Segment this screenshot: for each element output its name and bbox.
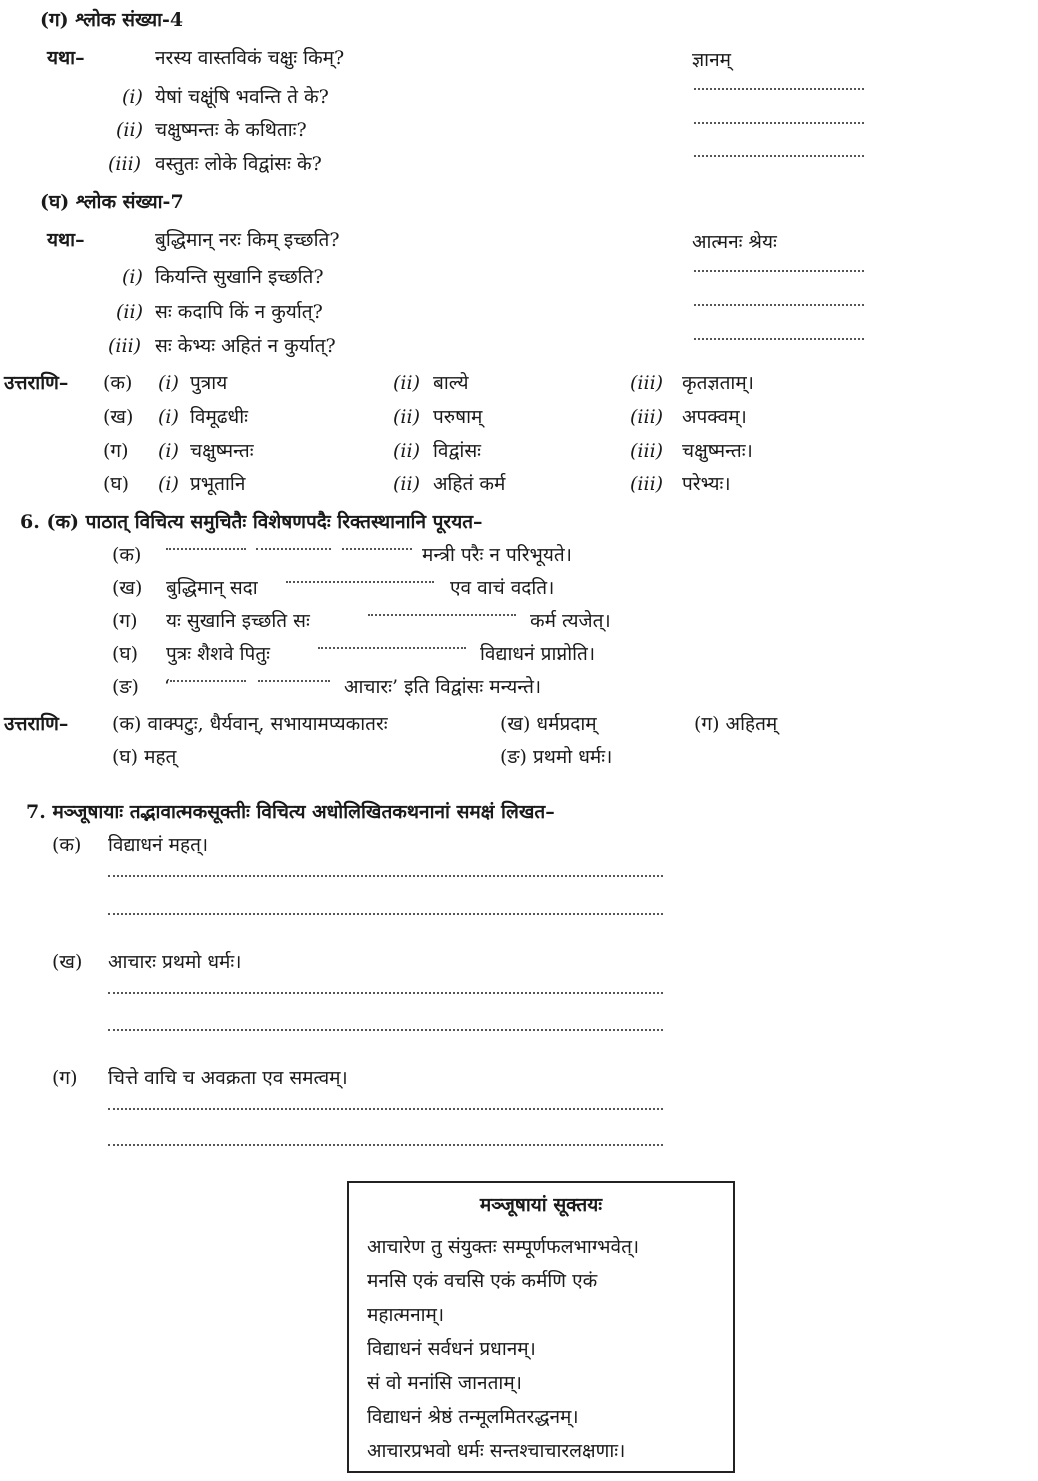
question-text: येषां चक्षूंषि भवन्ति ते के? — [155, 86, 329, 108]
answer-text: विमूढधीः — [190, 406, 248, 428]
fill-item-key: (घ) — [112, 643, 139, 665]
question-text: सः कदापि किं न कुर्यात्? — [155, 301, 323, 323]
fill-blank — [318, 647, 466, 649]
fill-item-pre: पुत्रः शैशवे पितुः — [166, 643, 270, 665]
answer-num: (ii) — [393, 406, 420, 428]
sukti-box — [347, 1181, 735, 1473]
answer-num: (iii) — [630, 440, 664, 462]
answer-num: (i) — [158, 473, 179, 495]
answer-num: (iii) — [630, 406, 664, 428]
fill-item-post: आचारः’ इति विद्वांसः मन्यन्ते। — [344, 676, 542, 698]
example-answer: ज्ञानम् — [692, 49, 732, 71]
answer-key: (घ) — [103, 473, 130, 495]
section-ga-heading: (ग) श्लोक संख्या-4 — [40, 9, 184, 31]
answer-text: चक्षुष्मन्तः। — [682, 440, 753, 462]
section-gha-heading: (घ) श्लोक संख्या-7 — [40, 191, 184, 213]
q7-item-text: चित्ते वाचि च अवक्रता एव समत्वम्। — [108, 1067, 348, 1089]
fill-item-key: (ख) — [112, 577, 143, 599]
q7-item-key: (ग) — [52, 1067, 78, 1089]
answer-text: (ग) अहितम् — [694, 713, 778, 735]
fill-item-post: विद्याधनं प्राप्नोति। — [480, 643, 596, 665]
box-line: महात्मनाम्। — [367, 1304, 445, 1326]
answer-text: परुषाम् — [433, 406, 483, 428]
example-answer: आत्मनः श्रेयः — [692, 231, 777, 253]
fill-blank — [286, 581, 434, 583]
answer-text: प्रभूतानि — [190, 473, 246, 495]
example-question: बुद्धिमान् नरः किम् इच्छति? — [155, 229, 340, 251]
fill-item-post: मन्त्री परैः न परिभूयते। — [422, 544, 572, 566]
answer-text: परेभ्यः। — [682, 473, 731, 495]
answer-num: (i) — [158, 406, 179, 428]
question-number: (iii) — [108, 335, 142, 357]
answer-num: (iii) — [630, 372, 664, 394]
fill-item-key: (क) — [112, 544, 142, 566]
answer-key: (क) — [103, 372, 133, 394]
writing-line — [108, 992, 663, 994]
answer-key: (ख) — [103, 406, 134, 428]
answer-blank — [694, 88, 864, 90]
question-number: (i) — [122, 86, 143, 108]
question-6-heading: 6. (क) पाठात् विचित्य समुचितैः विशेषणपदैः रिक्तस्थानानि पूरयत– — [20, 511, 483, 533]
fill-blank — [368, 614, 516, 616]
answers-label: उत्तराणि– — [4, 713, 69, 735]
writing-line — [108, 1108, 663, 1110]
question-text: सः केभ्यः अहितं न कुर्यात्? — [155, 335, 336, 357]
answer-blank — [694, 270, 864, 272]
answer-blank — [694, 338, 864, 340]
answer-text: कृतज्ञताम्। — [682, 372, 754, 394]
question-text: चक्षुष्मन्तः के कथिताः? — [155, 119, 307, 141]
fill-blank — [258, 680, 330, 682]
q7-item-key: (ख) — [52, 951, 83, 973]
question-number: (ii) — [116, 119, 143, 141]
answer-text: (ख) धर्मप्रदाम् — [500, 713, 597, 735]
fill-item-key: (ङ) — [112, 676, 139, 698]
answer-num: (ii) — [393, 473, 420, 495]
q7-item-text: आचारः प्रथमो धर्मः। — [108, 951, 242, 973]
yatha-label: यथा– — [47, 229, 85, 251]
question-7-heading: 7. मञ्जूषायाः तद्भावात्मकसूक्तीः विचित्य अधोलिखितकथनानां समक्षं लिखत– — [26, 801, 555, 823]
fill-blank — [342, 548, 412, 550]
answer-key: (ग) — [103, 440, 129, 462]
example-question: नरस्य वास्तविकं चक्षुः किम्? — [155, 47, 345, 69]
answer-text: अहितं कर्म — [433, 473, 506, 495]
answer-text: (क) वाक्पटुः, धैर्यवान्, सभायामप्यकातरः — [112, 713, 388, 735]
box-title: मञ्जूषायां सूक्तयः — [479, 1194, 603, 1216]
writing-line — [108, 1029, 663, 1031]
box-line: सं वो मनांसि जानताम्। — [367, 1372, 522, 1394]
fill-blank — [170, 680, 246, 682]
yatha-label: यथा– — [47, 47, 85, 69]
answer-blank — [694, 122, 864, 124]
fill-blank — [256, 548, 331, 550]
question-text: वस्तुतः लोके विद्वांसः के? — [155, 153, 322, 175]
q7-item-key: (क) — [52, 834, 82, 856]
answer-num: (ii) — [393, 440, 420, 462]
answer-text: बाल्ये — [433, 372, 469, 394]
box-line: मनसि एकं वचसि एकं कर्मणि एकं — [367, 1270, 598, 1292]
answers-label: उत्तराणि– — [4, 372, 69, 394]
answer-blank — [694, 304, 864, 306]
writing-line — [108, 913, 663, 915]
box-line: विद्याधनं सर्वधनं प्रधानम्। — [367, 1338, 536, 1360]
answer-text: विद्वांसः — [433, 440, 482, 462]
fill-item-pre: ‘ — [164, 676, 171, 698]
answer-num: (ii) — [393, 372, 420, 394]
fill-item-key: (ग) — [112, 610, 138, 632]
question-number: (iii) — [108, 153, 142, 175]
answer-num: (iii) — [630, 473, 664, 495]
box-line: आचारेण तु संयुक्तः सम्पूर्णफलभाग्भवेत्। — [367, 1236, 640, 1258]
answer-text: (ङ) प्रथमो धर्मः। — [500, 746, 613, 768]
q7-item-text: विद्याधनं महत्। — [108, 834, 209, 856]
question-number: (ii) — [116, 301, 143, 323]
fill-item-pre: यः सुखानि इच्छति सः — [166, 610, 310, 632]
writing-line — [108, 1144, 663, 1146]
answer-num: (i) — [158, 440, 179, 462]
fill-item-post: कर्म त्यजेत्। — [530, 610, 611, 632]
answer-blank — [694, 155, 864, 157]
fill-blank — [166, 548, 246, 550]
question-text: कियन्ति सुखानि इच्छति? — [155, 266, 324, 288]
answer-text: (घ) महत् — [112, 746, 177, 768]
box-line: आचारप्रभवो धर्मः सन्तश्चाचारलक्षणाः। — [367, 1440, 626, 1462]
answer-num: (i) — [158, 372, 179, 394]
fill-item-pre: बुद्धिमान् सदा — [166, 577, 258, 599]
box-line: विद्याधनं श्रेष्ठं तन्मूलमितरद्धनम्। — [367, 1406, 579, 1428]
answer-text: चक्षुष्मन्तः — [190, 440, 254, 462]
fill-item-post: एव वाचं वदति। — [450, 577, 555, 599]
answer-text: अपक्वम्। — [682, 406, 747, 428]
writing-line — [108, 875, 663, 877]
question-number: (i) — [122, 266, 143, 288]
answer-text: पुत्राय — [190, 372, 228, 394]
